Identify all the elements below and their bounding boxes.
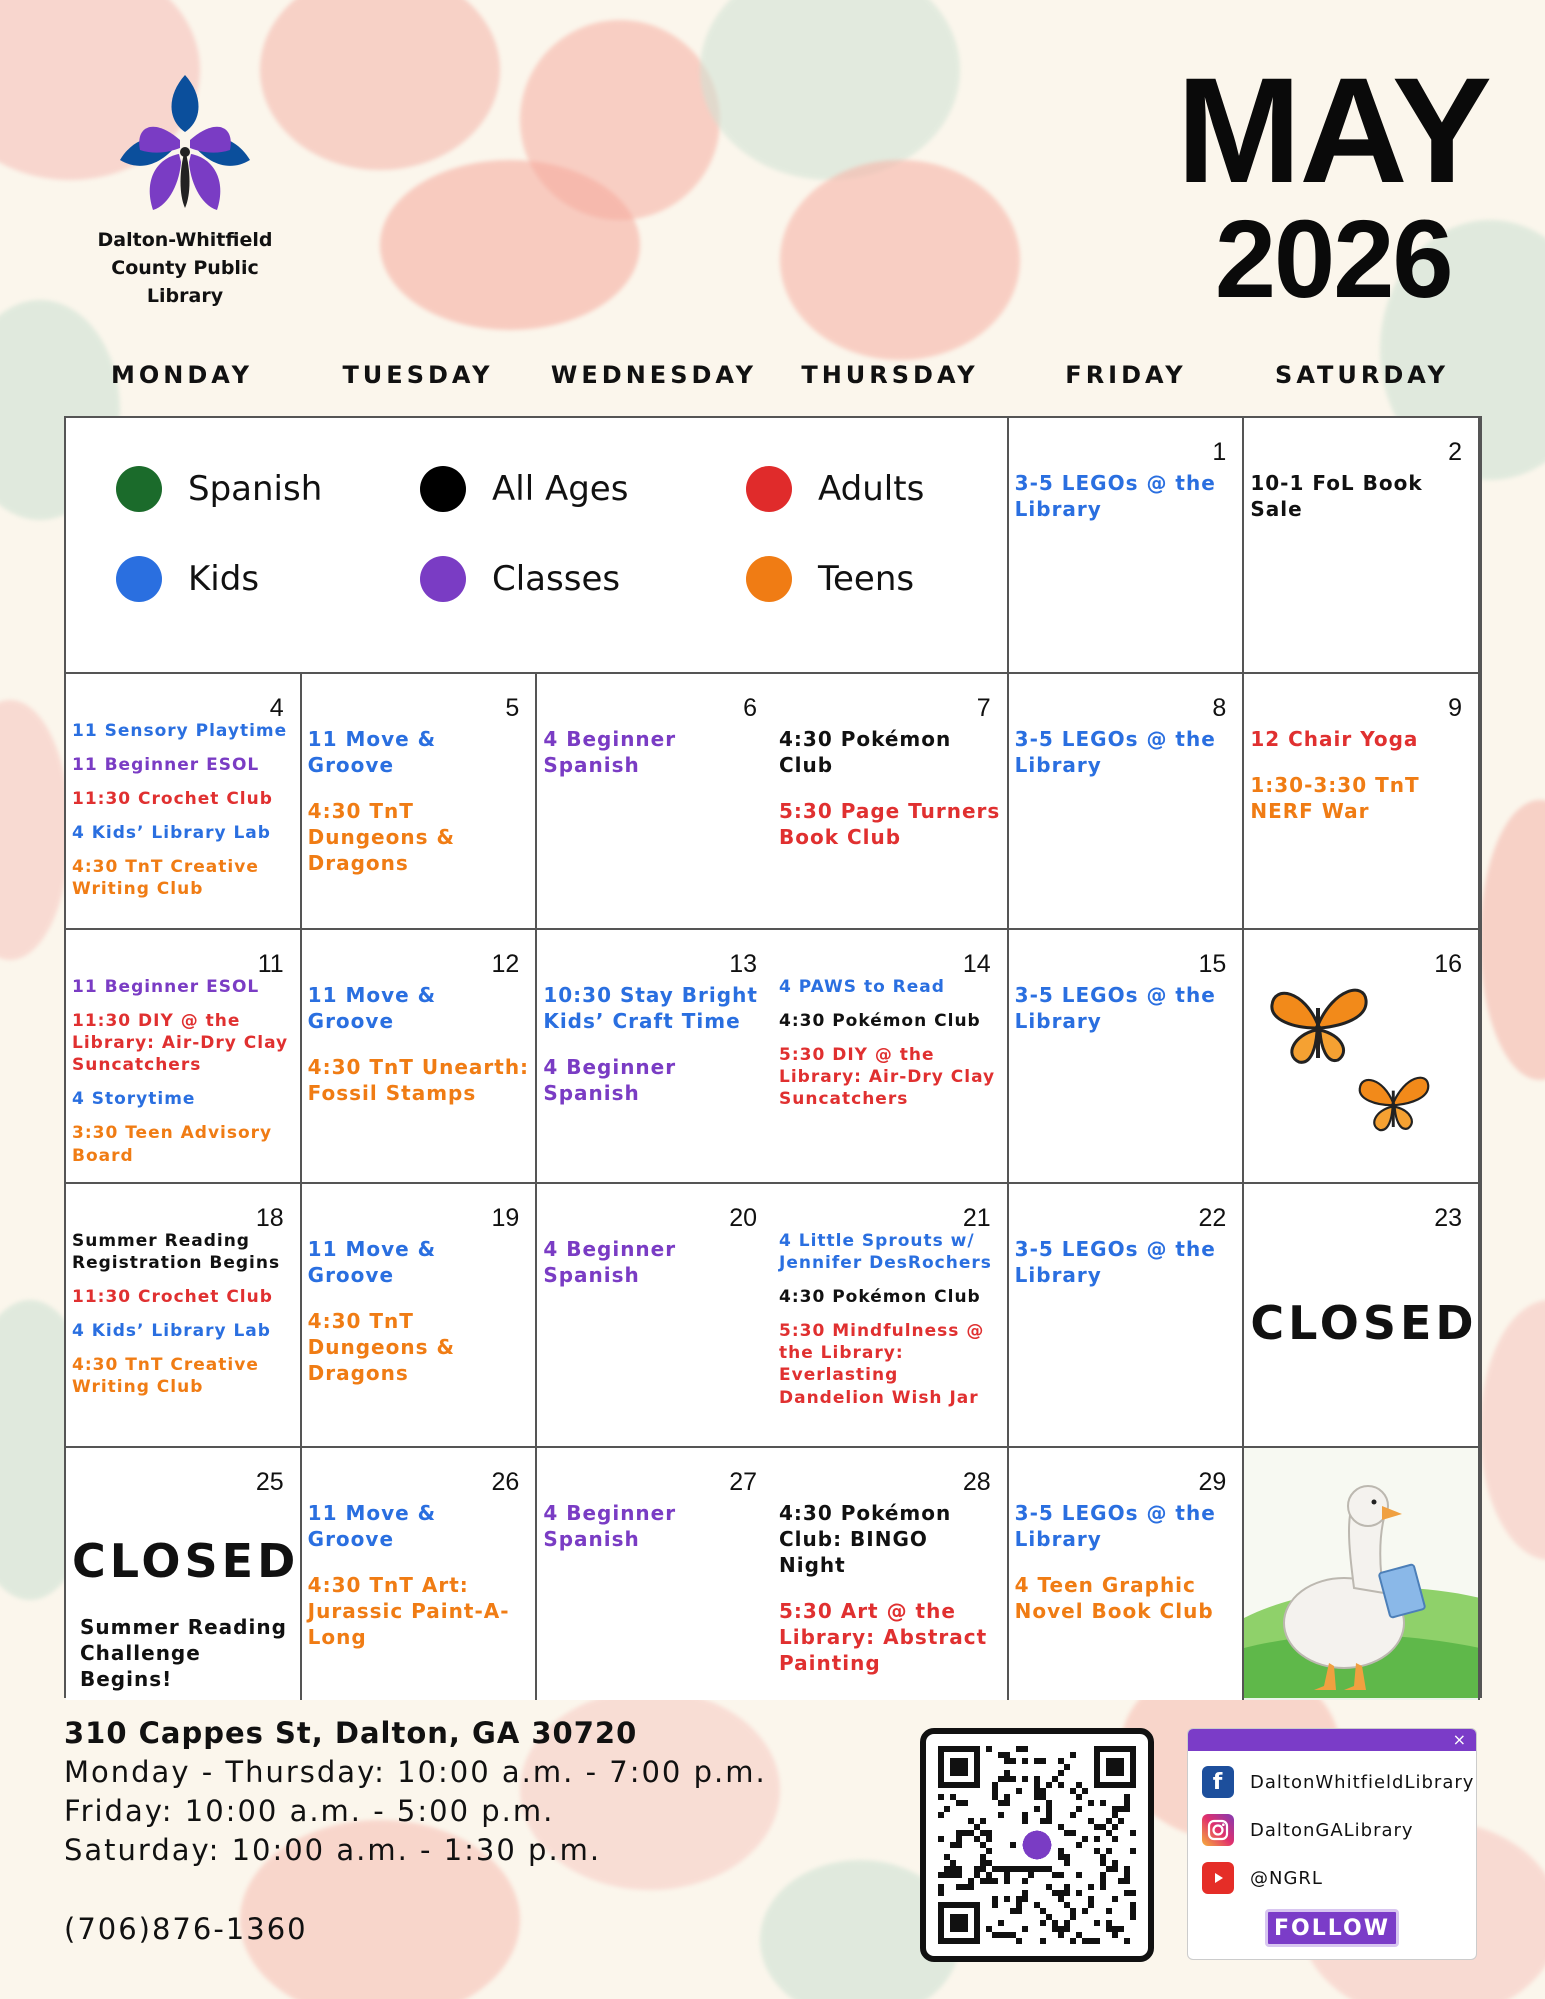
day-cell-28 <box>773 1448 1009 1700</box>
day-number: 11 <box>257 950 284 978</box>
youtube-icon <box>1202 1862 1234 1894</box>
event-item: 11:30 Crochet Club <box>72 789 273 810</box>
day-number: 12 <box>491 950 520 978</box>
day-number: 7 <box>976 694 991 722</box>
day-cell-13 <box>537 930 773 1184</box>
day-cell-6 <box>537 674 773 930</box>
event-item: 4 Teen Graphic Novel Book Club <box>1014 1573 1214 1623</box>
legend-item-teens <box>746 556 914 602</box>
day-cell-20 <box>537 1184 773 1448</box>
day-number: 18 <box>255 1204 284 1232</box>
goose-illustration <box>1244 1448 1480 1700</box>
event-item: 4:30 Pokémon Club <box>779 1011 981 1032</box>
closed-label: CLOSED <box>1250 1296 1478 1350</box>
event-item: 10-1 FoL Book Sale <box>1250 471 1423 521</box>
event-item: Summer Reading Registration Begins <box>72 1231 281 1274</box>
event-item: 5:30 DIY @ the Library: Air-Dry Clay Suncatchers <box>779 1045 996 1110</box>
closed-note: Summer Reading Challenge Begins! <box>80 1615 287 1691</box>
event-list <box>308 1236 530 1386</box>
event-list <box>543 1236 767 1288</box>
year-title: 2026 <box>1214 198 1452 321</box>
instagram-icon <box>1202 1814 1234 1846</box>
facebook-icon: f <box>1202 1766 1234 1798</box>
day-cell-5 <box>302 674 538 930</box>
event-item: 4 Little Sprouts w/ Jennifer DesRochers <box>779 1231 992 1274</box>
day-cell-15 <box>1009 930 1245 1184</box>
event-list <box>1015 470 1237 522</box>
legend-item-kids <box>116 556 259 602</box>
event-list <box>779 1230 1001 1409</box>
youtube-handle: @NGRL <box>1250 1867 1323 1889</box>
day-header-thursday: THURSDAY <box>801 361 979 389</box>
social-follow-card <box>1187 1728 1477 1960</box>
event-list <box>1250 470 1472 522</box>
event-item: 3-5 LEGOs @ the Library <box>1014 727 1216 777</box>
event-list <box>72 720 294 901</box>
event-list <box>72 976 294 1167</box>
event-item: 11 Sensory Playtime <box>72 721 288 741</box>
month-title: MAY <box>1176 46 1490 214</box>
event-item: 4 Kids’ Library Lab <box>72 1321 271 1342</box>
legend-label: Classes <box>492 559 621 599</box>
event-item: 4 Beginner Spanish <box>543 1055 677 1105</box>
event-item: 4 Beginner Spanish <box>543 1237 677 1287</box>
day-number: 13 <box>729 950 757 978</box>
day-cell-19 <box>302 1184 538 1448</box>
event-item: 4 Storytime <box>72 1089 196 1110</box>
color-legend <box>66 418 1009 674</box>
event-list <box>1015 982 1237 1034</box>
event-item: 11 Move & Groove <box>307 1501 437 1551</box>
event-item: 11:30 DIY @ the Library: Air-Dry Clay Suncatchers <box>72 1011 289 1076</box>
event-item: 5:30 Art @ the Library: Abstract Painting <box>779 1599 988 1675</box>
youtube-link[interactable] <box>1202 1861 1476 1895</box>
closed-label: CLOSED <box>72 1534 300 1588</box>
event-item: 4 Kids’ Library Lab <box>72 823 271 844</box>
legend-label: Kids <box>188 559 260 599</box>
event-item: 11:30 Crochet Club <box>72 1287 273 1308</box>
event-item: 4:30 TnT Unearth: Fossil Stamps <box>307 1055 530 1105</box>
day-cell-12 <box>302 930 538 1184</box>
qr-code-icon <box>938 1746 1136 1944</box>
event-list <box>543 1500 767 1552</box>
day-header-saturday: SATURDAY <box>1275 361 1449 389</box>
event-item: 4 Beginner Spanish <box>543 727 677 777</box>
event-item: 3-5 LEGOs @ the Library <box>1014 471 1216 521</box>
library-name-line1: Dalton-Whitfield <box>97 229 273 251</box>
legend-item-all-ages <box>420 466 628 512</box>
legend-label: Spanish <box>188 469 323 509</box>
instagram-link[interactable] <box>1202 1813 1476 1847</box>
day-cell-4 <box>66 674 302 930</box>
event-list <box>543 726 767 778</box>
event-item: 4:30 Pokémon Club <box>779 1287 981 1308</box>
event-item: 1:30-3:30 TnT NERF War <box>1250 773 1420 823</box>
event-item: 12 Chair Yoga <box>1250 727 1419 751</box>
day-header-monday: MONDAY <box>111 361 253 389</box>
event-list <box>779 1500 1001 1676</box>
day-cell-26 <box>302 1448 538 1700</box>
library-contact-info <box>64 1713 767 1946</box>
butterfly-icon <box>1264 980 1374 1070</box>
purple-dot-icon <box>420 556 466 602</box>
event-list <box>1015 726 1237 778</box>
facebook-link[interactable] <box>1202 1765 1476 1799</box>
day-cell-11 <box>66 930 302 1184</box>
event-item: 11 Move & Groove <box>307 1237 437 1287</box>
event-item: 10:30 Stay Bright Kids’ Craft Time <box>543 983 758 1033</box>
butterfly-icon <box>1354 1070 1434 1136</box>
day-number: 19 <box>491 1204 520 1232</box>
legend-label: Teens <box>818 559 915 599</box>
day-header-friday: FRIDAY <box>1065 361 1187 389</box>
event-item: 11 Move & Groove <box>307 983 437 1033</box>
event-item: 3-5 LEGOs @ the Library <box>1014 983 1216 1033</box>
social-card-header <box>1188 1729 1476 1751</box>
hours-saturday: Saturday: 10:00 a.m. - 1:30 p.m. <box>64 1833 602 1867</box>
day-cell-16 <box>1244 930 1480 1184</box>
event-list <box>308 982 530 1106</box>
day-number: 28 <box>962 1468 991 1496</box>
orange-dot-icon <box>746 556 792 602</box>
day-cell-23 <box>1244 1184 1480 1448</box>
day-cell-2 <box>1244 418 1480 674</box>
event-item: 11 Beginner ESOL <box>72 755 260 776</box>
day-cell-18 <box>66 1184 302 1448</box>
event-item: 3-5 LEGOs @ the Library <box>1014 1237 1216 1287</box>
day-number: 25 <box>255 1468 284 1496</box>
library-logo <box>70 70 300 310</box>
day-number: 16 <box>1434 950 1462 978</box>
facebook-handle: DaltonWhitfieldLibrary <box>1250 1771 1475 1793</box>
day-number: 8 <box>1212 694 1227 722</box>
green-dot-icon <box>116 466 162 512</box>
day-number: 1 <box>1212 438 1227 466</box>
event-item: 4:30 TnT Creative Writing Club <box>72 1355 259 1398</box>
event-list <box>779 726 1001 850</box>
day-number: 14 <box>962 950 991 978</box>
day-cell-27 <box>537 1448 773 1700</box>
library-logo-icon <box>95 70 275 220</box>
day-number: 27 <box>729 1468 757 1496</box>
event-item: 4 Beginner Spanish <box>543 1501 677 1551</box>
legend-label: Adults <box>818 469 925 509</box>
day-number: 6 <box>743 694 757 722</box>
day-cell-8 <box>1009 674 1245 930</box>
event-list <box>72 1230 294 1399</box>
event-item: 4:30 TnT Dungeons & Dragons <box>307 799 455 875</box>
event-item: 5:30 Page Turners Book Club <box>779 799 1001 849</box>
event-list <box>308 726 530 876</box>
day-header-wednesday: WEDNESDAY <box>550 361 758 389</box>
day-number: 5 <box>505 694 520 722</box>
day-cell-9 <box>1244 674 1480 930</box>
day-number: 22 <box>1198 1204 1227 1232</box>
day-cell-1 <box>1009 418 1245 674</box>
event-list <box>1250 726 1472 824</box>
instagram-handle: DaltonGALibrary <box>1250 1819 1414 1841</box>
calendar-grid <box>64 416 1482 1698</box>
event-list <box>308 1500 530 1650</box>
event-list <box>1015 1500 1237 1624</box>
qr-code[interactable] <box>920 1728 1154 1962</box>
event-list <box>543 982 767 1106</box>
event-item: 4:30 TnT Dungeons & Dragons <box>307 1309 455 1385</box>
close-icon[interactable]: × <box>1452 1730 1466 1749</box>
hours-friday: Friday: 10:00 a.m. - 5:00 p.m. <box>64 1794 555 1828</box>
event-item: 4:30 TnT Art: Jurassic Paint-A-Long <box>307 1573 510 1649</box>
day-cell-7 <box>773 674 1009 930</box>
goose-reading-icon <box>1244 1448 1480 1698</box>
event-item: 4:30 TnT Creative Writing Club <box>72 857 259 900</box>
follow-button[interactable]: FOLLOW <box>1265 1909 1399 1947</box>
hours-weekdays: Monday - Thursday: 10:00 a.m. - 7:00 p.m. <box>64 1755 767 1789</box>
day-number: 2 <box>1448 438 1462 466</box>
blue-dot-icon <box>116 556 162 602</box>
event-item: 11 Beginner ESOL <box>72 977 260 997</box>
red-dot-icon <box>746 466 792 512</box>
event-item: 4:30 Pokémon Club <box>779 727 952 777</box>
day-number: 15 <box>1198 950 1227 978</box>
month-year-heading <box>1176 46 1490 321</box>
day-number: 20 <box>729 1204 757 1232</box>
black-dot-icon <box>420 466 466 512</box>
event-item: 4:30 Pokémon Club: BINGO Night <box>779 1501 952 1577</box>
event-list <box>779 976 1001 1110</box>
day-number: 29 <box>1198 1468 1227 1496</box>
event-list <box>1015 1236 1237 1288</box>
event-item: 3-5 LEGOs @ the Library <box>1014 1501 1216 1551</box>
legend-label: All Ages <box>492 469 629 509</box>
day-number: 23 <box>1434 1204 1462 1232</box>
day-cell-21 <box>773 1184 1009 1448</box>
library-phone: (706)876-1360 <box>64 1912 308 1946</box>
day-number: 21 <box>962 1204 991 1232</box>
legend-item-spanish <box>116 466 322 512</box>
legend-item-adults <box>746 466 924 512</box>
day-number: 9 <box>1448 694 1462 722</box>
day-number: 4 <box>269 694 284 722</box>
library-address: 310 Cappes St, Dalton, GA 30720 <box>64 1716 638 1750</box>
event-item: 4 PAWS to Read <box>779 977 945 997</box>
event-item: 3:30 Teen Advisory Board <box>72 1123 273 1166</box>
day-cell-25 <box>66 1448 302 1700</box>
event-item: 11 Move & Groove <box>307 727 437 777</box>
day-cell-29 <box>1009 1448 1245 1700</box>
day-header-tuesday: TUESDAY <box>342 361 494 389</box>
day-cell-22 <box>1009 1184 1245 1448</box>
day-number: 26 <box>491 1468 520 1496</box>
day-cell-14 <box>773 930 1009 1184</box>
library-name-line2: County Public Library <box>111 257 259 307</box>
event-item: 5:30 Mindfulness @ the Library: Everlasting Dandelion Wish Jar <box>779 1321 985 1408</box>
legend-item-classes <box>420 556 620 602</box>
